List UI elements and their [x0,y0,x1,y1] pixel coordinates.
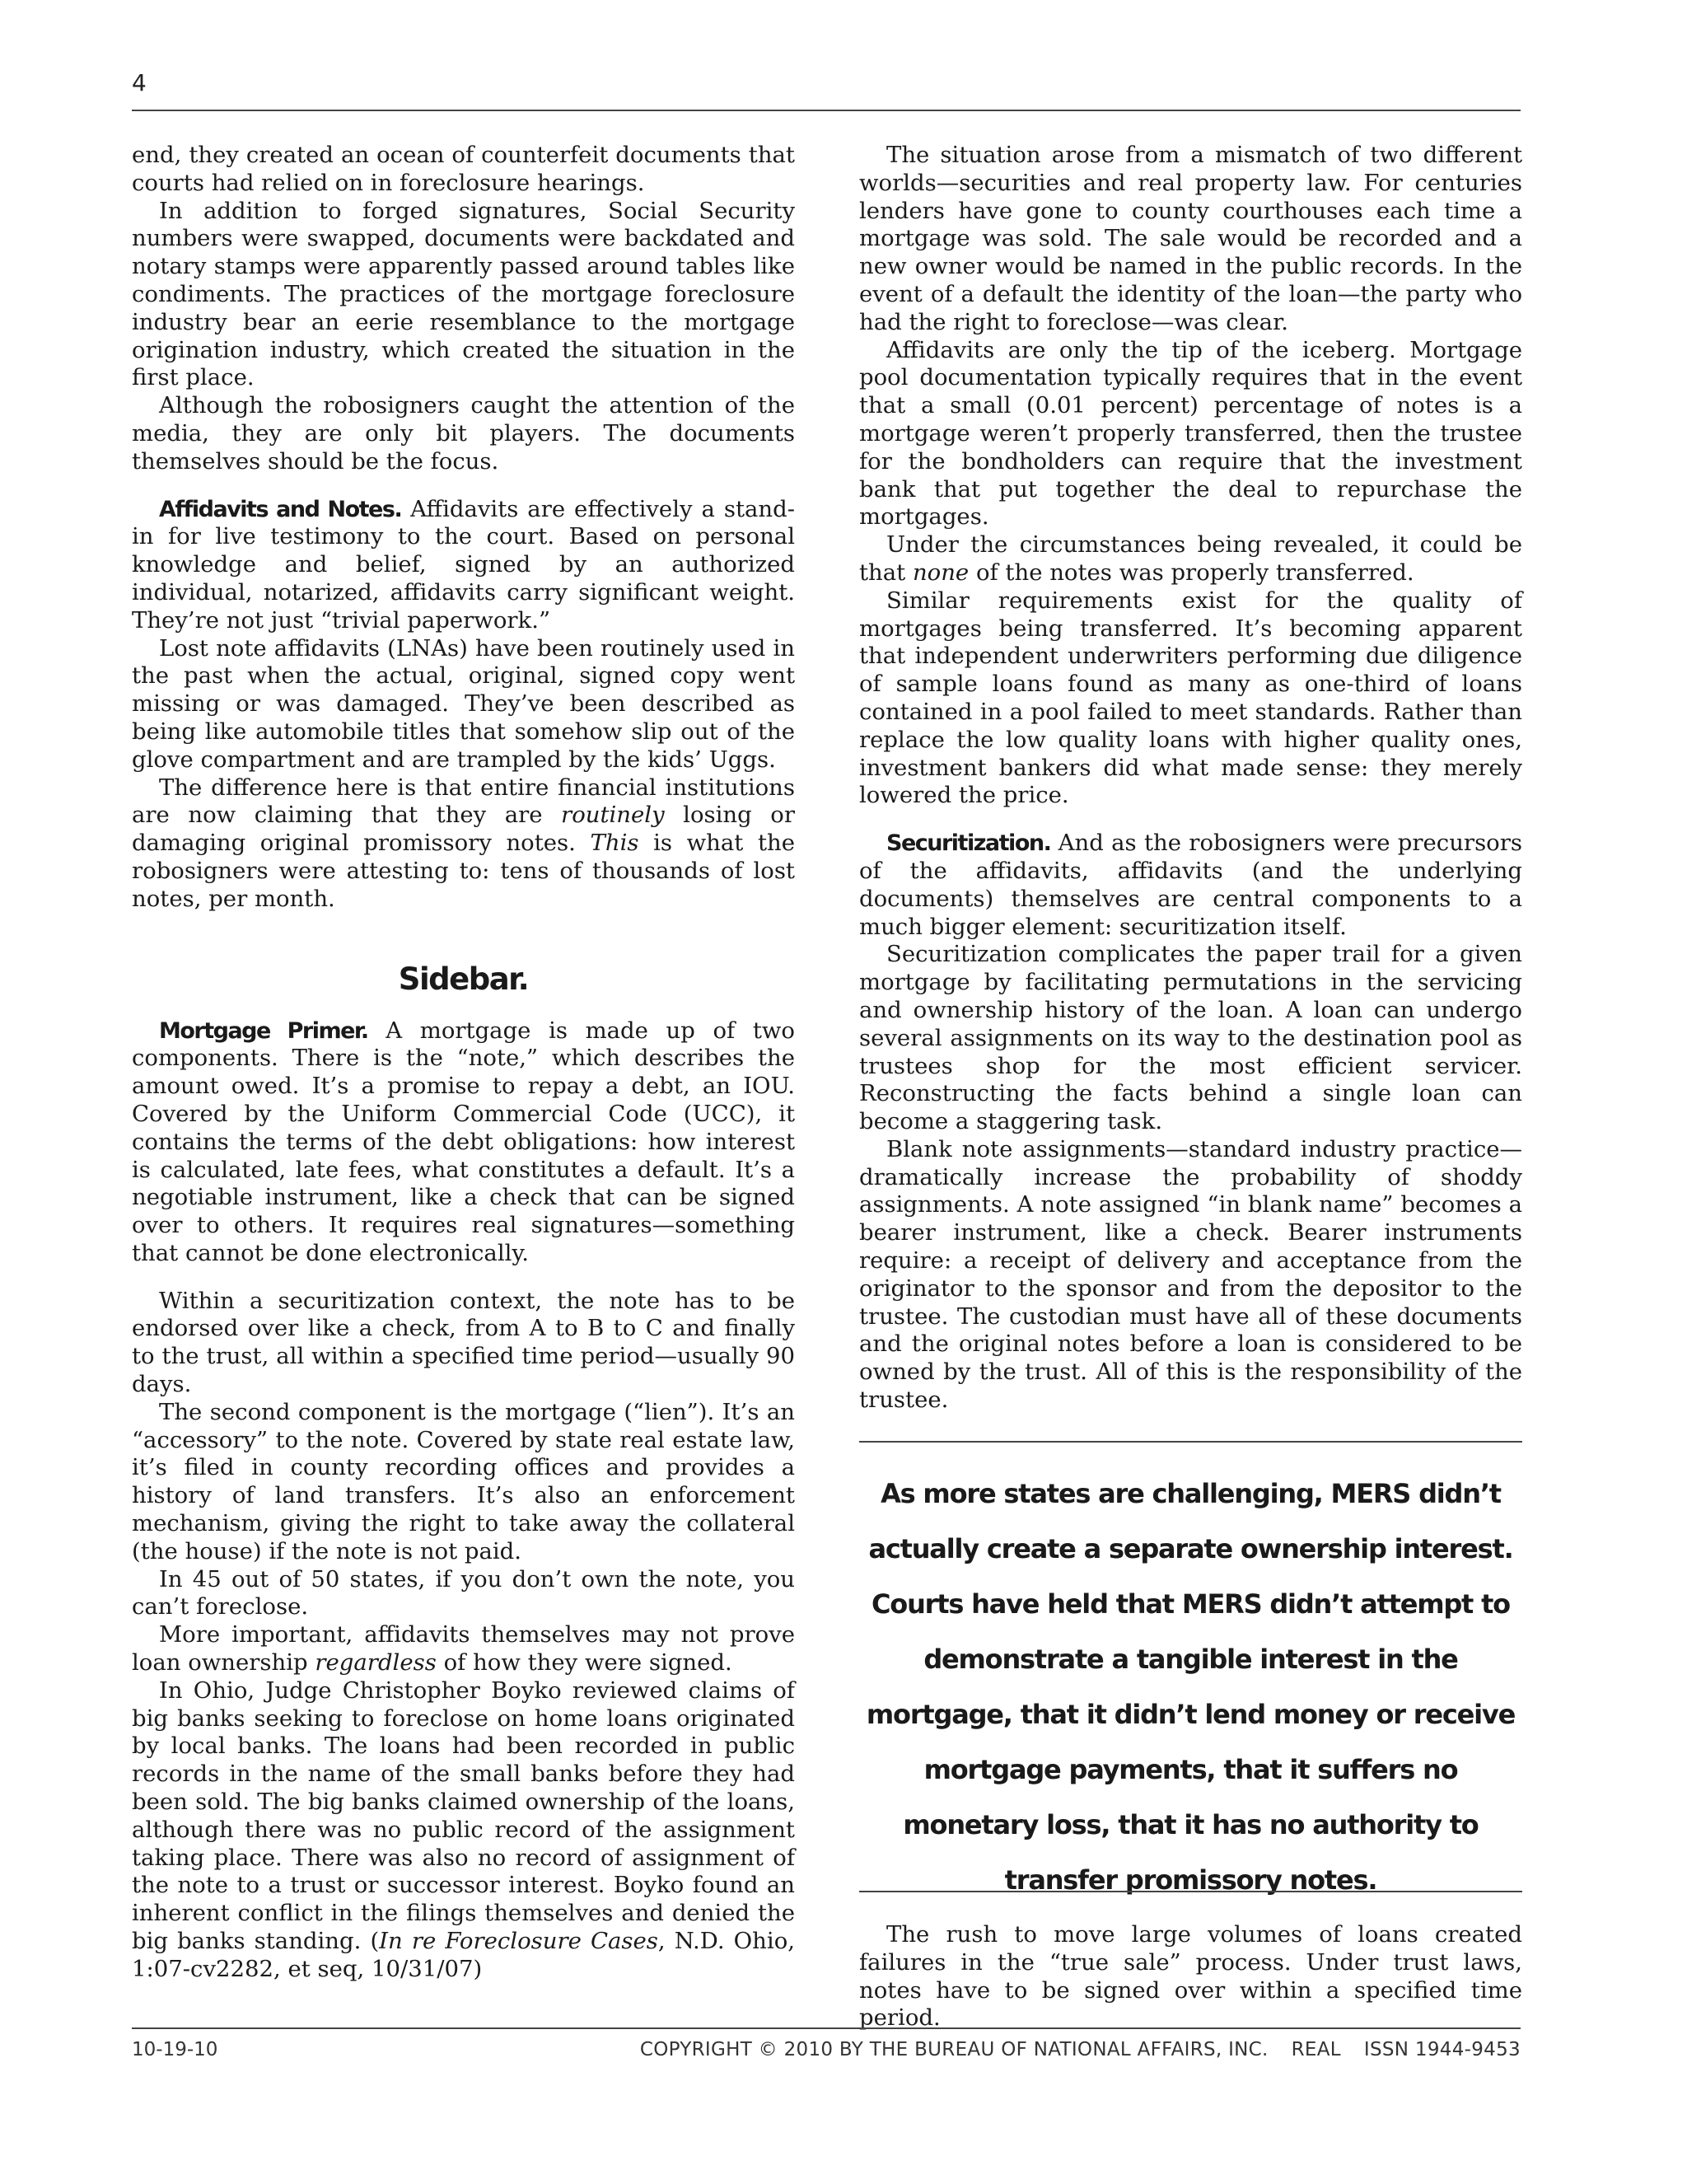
section-heading: Securitization. [886,830,1051,857]
text: , N.D. Ohio, 1:07-cv2282, et seq, 10/31/07) [132,1928,795,1982]
case-citation: In re Foreclosure Cases [379,1928,658,1955]
publication-code: REAL [1291,2039,1341,2060]
text: is what the robosigners were attesting to: tens of thousands of lost notes, per month. [132,830,795,912]
footer-rule [132,2027,1521,2029]
paragraph [132,774,795,914]
paragraph-text: And as the robosigners were precursors of the affidavits, affidavits (and the underlying documents) themselves are central components to a much bigger element: securitization itself. [859,830,1522,940]
emphasis: routinely [561,802,665,829]
paragraph: The rush to move large volumes of loans created failures in the “true sale” process. Under trust laws, notes have to be signed over within a specified time period. [859,1921,1522,2032]
footer-copyright [640,2039,1521,2060]
issn: ISSN 1944-9453 [1363,2039,1521,2060]
affidavits-section [132,496,795,635]
emphasis: none [912,559,970,586]
paragraph: Similar requirements exist for the quality of mortgages being transferred. It’s becoming apparent that independent underwriters performing due diligence of sample loans found as many as one-third of loans contained in a pool failed to meet standards. Rather than replace the low quality loans with higher quality ones, investment bankers did what made sense: they merely lowered the price. [859,587,1522,809]
paragraph [132,1621,795,1677]
header-rule [132,110,1521,111]
paragraph: Although the robosigners caught the attention of the media, they are only bit players. The documents themselves should be the focus. [132,392,795,475]
paragraph-text: A mortgage is made up of two components. There is the “note,” which describes the amount owed. It’s a promise to repay a debt, an IOU. Covered by the Uniform Commercial Code (UCC), it contains the terms of the debt obligations: how interest is calculated, late fees, what constitutes a default. It’s a negotiable instrument, like a check that can be signed over to others. It requires real signatures—something that cannot be done electronically. [132,1017,795,1266]
page-number: 4 [132,69,147,96]
right-column [859,142,1522,1415]
text: losing or damaging original promissory notes. [132,802,795,857]
paragraph [859,531,1522,587]
securitization-section [859,830,1522,941]
paragraph: In addition to forged signatures, Social Security numbers were swapped, documents were backdated and notary stamps were apparently passed around tables like condiments. The practices of the mortgage foreclosure industry bear an eerie resemblance to the mortgage origination industry, which created the situation in the first place. [132,197,795,391]
right-column-continued [859,1921,1522,2032]
text: of how they were signed. [436,1649,732,1677]
paragraph: The second component is the mortgage (“lien”). It’s an “accessory” to the note. Covered by state real estate law, it’s filed in county recording offices and provides a history of land transfers. It’s also an enforcement mechanism, giving the right to take away the collateral (the house) if the note is not paid. [132,1398,795,1564]
paragraph: In 45 out of 50 states, if you don’t own the note, you can’t foreclose. [132,1565,795,1620]
paragraph: Within a securitization context, the note has to be endorsed over like a check, from A to B to C and finally to the trust, all within a specified time period—usually 90 days. [132,1287,795,1398]
pull-quote-rule [859,1441,1522,1443]
emphasis: regardless [315,1649,437,1677]
paragraph: Lost note affidavits (LNAs) have been routinely used in the past when the actual, original, signed copy went missing or was damaged. They’ve been described as being like automobile titles that somehow slip out of the glove compartment and are trampled by the kids’ Uggs. [132,634,795,773]
text: of the notes was properly transferred. [969,559,1414,586]
paragraph: Securitization complicates the paper trail for a given mortgage by facilitating permutations in the servicing and ownership history of the loan. A loan can undergo several assignments on its way to the destination pool as trustees shop for the most efficient servicer. Reconstructing the facts behind a single loan can become a staggering task. [859,941,1522,1135]
left-column [132,142,795,1984]
text: In Ohio, Judge Christopher Boyko reviewed claims of big banks seeking to foreclose on home loans originated by local banks. The loans had been recorded in public records in the name of the small banks before they had been sold. The big banks claimed ownership of the loans, although there was no public record of the assignment taking place. There was also no record of assignment of the note to a trust or successor interest. Boyko found an inherent conflict in the filings themselves and denied the big banks standing. ( [132,1677,795,1955]
paragraph [132,1677,795,1984]
pull-quote-rule [859,1891,1522,1892]
text: The difference here is that entire financial institutions are now claiming that they are [132,774,795,829]
paragraph: Blank note assignments—standard industry practice—dramatically increase the probability of shoddy assignments. A note assigned “in blank name” becomes a bearer instrument, like a check. Bearer instruments require: a receipt of delivery and acceptance from the originator to the sponsor and from the depositor to the trustee. The custodian must have all of these documents and the original notes before a loan is considered to be owned by the trust. All of this is the responsibility of the trustee. [859,1135,1522,1414]
text: Under the circumstances being revealed, it could be that [859,531,1522,586]
sidebar-title: Sidebar. [398,961,529,997]
copyright-text: COPYRIGHT © 2010 BY THE BUREAU OF NATIONAL AFFAIRS, INC. [639,2039,1269,2060]
footer-date: 10-19-10 [132,2039,218,2060]
emphasis: This [590,830,639,857]
section-heading: Affidavits and Notes. [159,496,402,522]
paragraph: end, they created an ocean of counterfeit documents that courts had relied on in foreclosure hearings. [132,142,795,196]
paragraph-text: Affidavits are effectively a stand-in for live testimony to the court. Based on personal knowledge and belief, signed by an authorized individual, notarized, affidavits carry significant weight. They’re not just “trivial paperwork.” [132,495,795,634]
paragraph: Affidavits are only the tip of the iceberg. Mortgage pool documentation typically requires that in the event that a small (0.01 percent) percentage of notes is a mortgage weren’t properly transferred, then the trustee for the bondholders can require that the investment bank that put together the deal to repurchase the mortgages. [859,336,1522,531]
mortgage-primer-section [132,1017,795,1268]
pull-quote: As more states are challenging, MERS didn’t actually create a separate ownership interest. Courts have held that MERS didn’t attempt to demonstrate a tangible interest in the mortgage, that it didn’t lend money or receive mortgage payments, that it suffers no monetary loss, that it has no authority to transfer promissory notes. [866,1478,1516,1896]
text: More important, affidavits themselves may not prove loan ownership [132,1621,795,1677]
section-heading: Mortgage Primer. [159,1017,368,1044]
paragraph: The situation arose from a mismatch of two different worlds—securities and real property law. For centuries lenders have gone to county courthouses each time a mortgage was sold. The sale would be recorded and a new owner would be named in the public records. In the event of a default the identity of the loan—the party who had the right to foreclose—was clear. [859,142,1522,335]
